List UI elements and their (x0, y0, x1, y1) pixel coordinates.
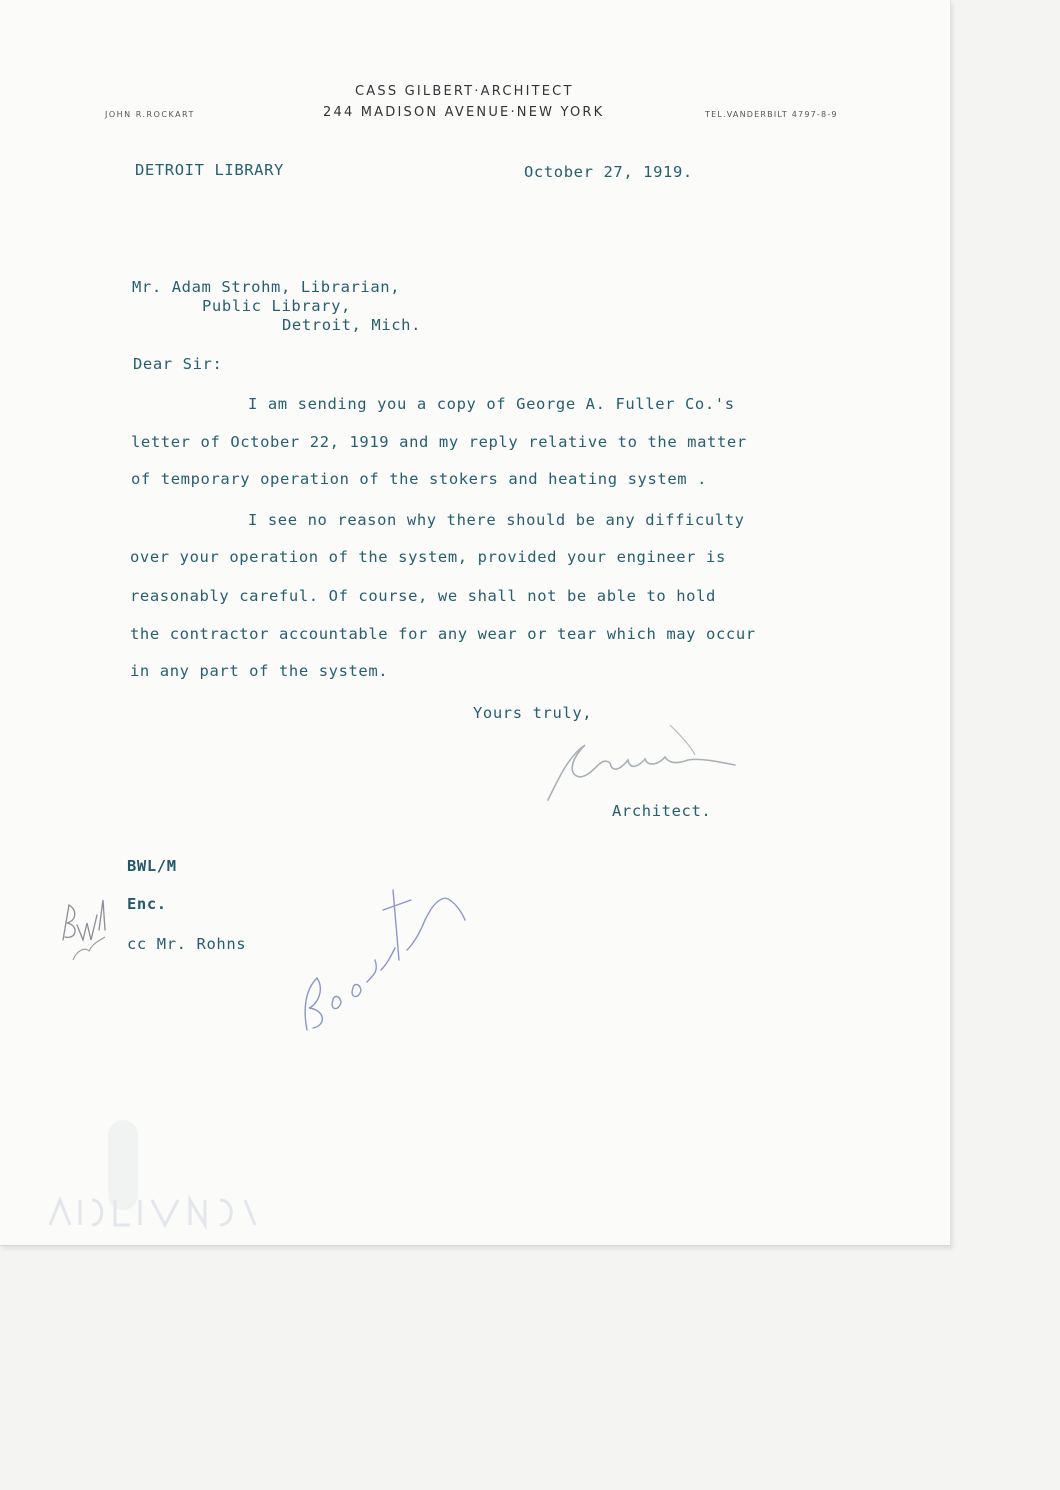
recipient-line-3: Detroit, Mich. (282, 316, 422, 334)
letterhead-firm: CASS GILBERT·ARCHITECT (355, 84, 574, 99)
project-name: DETROIT LIBRARY (135, 161, 284, 179)
typist-initials: BWL/M (127, 857, 177, 875)
body-line: the contractor accountable for any wear or tear which may occur (130, 625, 756, 643)
letterhead-left-name: JOHN R.ROCKART (105, 110, 195, 119)
letter-date: October 27, 1919. (524, 163, 693, 181)
recipient-line-2: Public Library, (202, 297, 351, 315)
body-line: I see no reason why there should be any difficulty (248, 511, 745, 529)
body-line: over your operation of the system, provided your engineer is (130, 548, 726, 566)
letterhead-telephone: TEL.VANDERBILT 4797-8-9 (705, 110, 838, 119)
body-line: letter of October 22, 1919 and my reply relative to the matter (131, 433, 747, 451)
cc-note: cc Mr. Rohns (127, 935, 247, 953)
valediction: Yours truly, (473, 704, 593, 722)
pencil-initials-image (55, 885, 115, 965)
body-line: reasonably careful. Of course, we shall not be able to hold (130, 587, 716, 605)
recipient-line-1: Mr. Adam Strohm, Librarian, (132, 278, 401, 296)
letterhead-address: 244 MADISON AVENUE·NEW YORK (323, 105, 605, 120)
signatory-title: Architect. (612, 802, 712, 820)
paper-fold (108, 1120, 138, 1210)
body-line: of temporary operation of the stokers and heating system . (131, 470, 708, 488)
signature-image (540, 715, 750, 805)
blue-pencil-notation-image (295, 860, 475, 1040)
reversed-stamp-image (40, 1190, 270, 1240)
body-line: I am sending you a copy of George A. Fuller Co.'s (248, 395, 735, 413)
enclosure-note: Enc. (127, 895, 167, 913)
salutation: Dear Sir: (133, 355, 223, 373)
body-line: in any part of the system. (130, 662, 389, 680)
